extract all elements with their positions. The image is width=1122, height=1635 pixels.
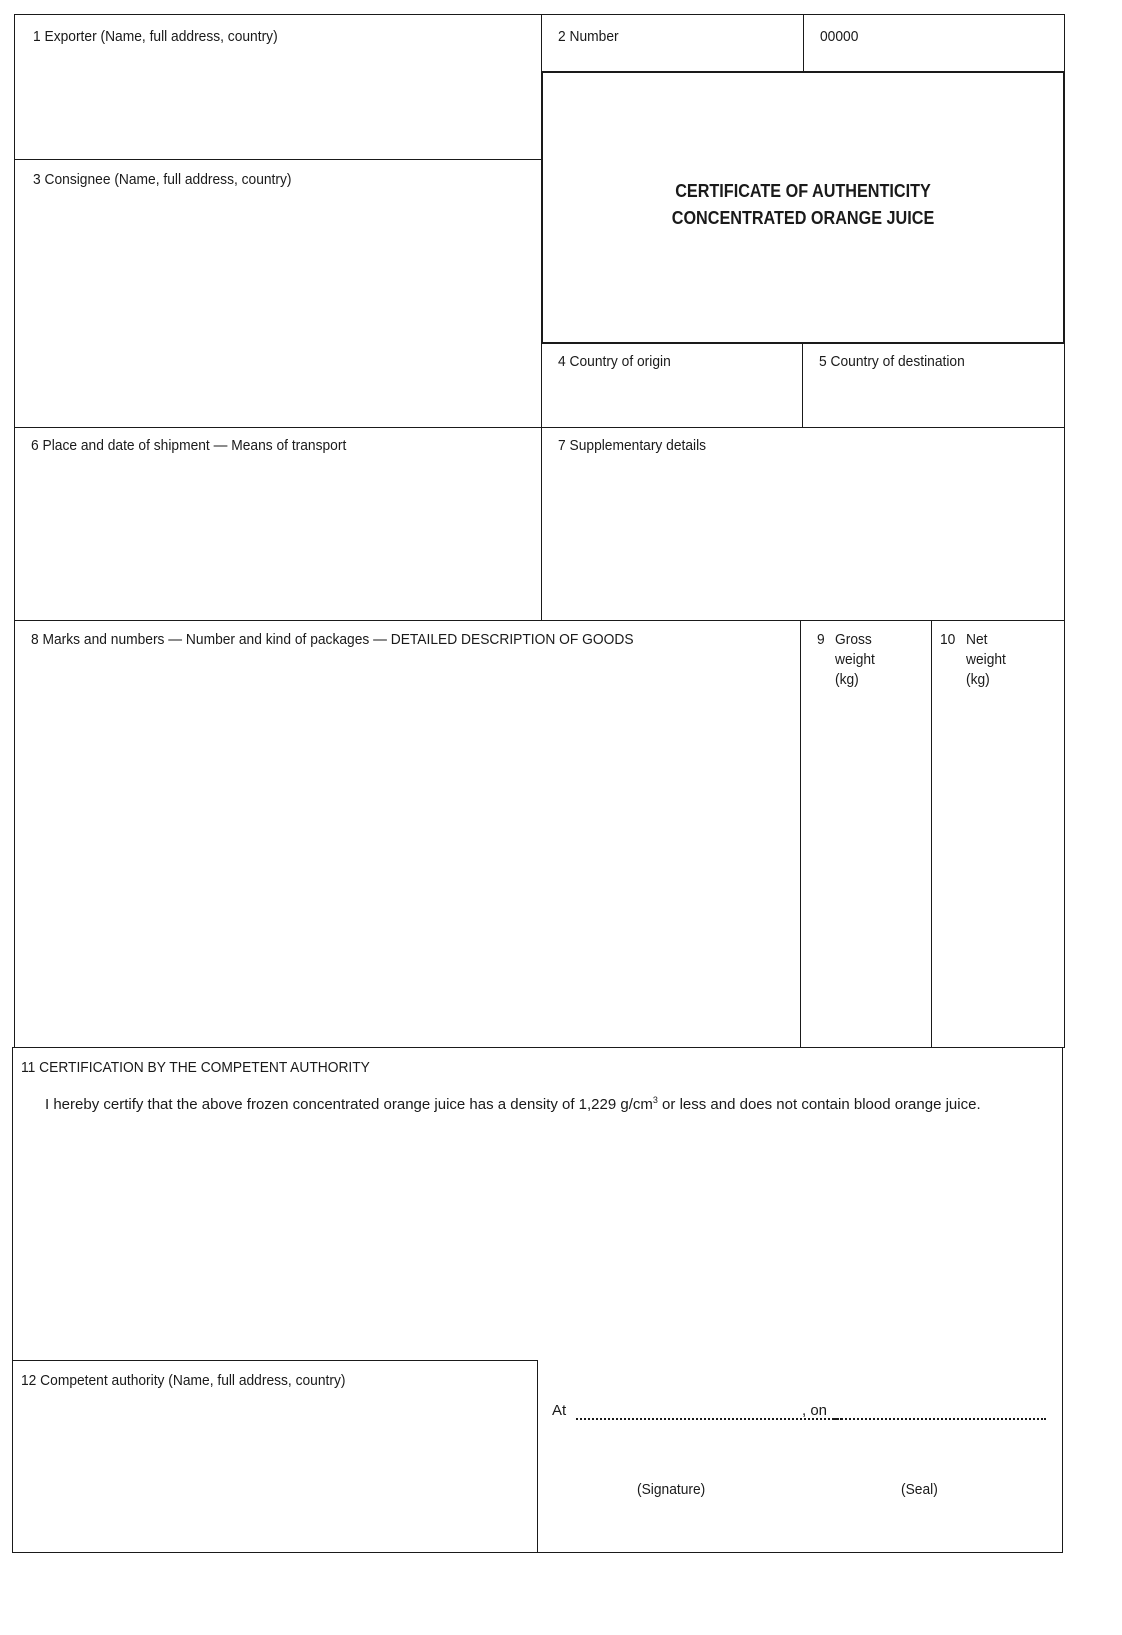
- box-competent-authority: [12, 1360, 538, 1553]
- box-consignee: [14, 159, 542, 428]
- box-shipment: [14, 427, 542, 621]
- certification-label: 11 CERTIFICATION BY THE COMPETENT AUTHORITY: [21, 1059, 370, 1076]
- box-goods-description: [14, 620, 801, 1048]
- box-country-origin: [541, 343, 803, 428]
- box-number-value: [803, 14, 1065, 72]
- exporter-label: 1 Exporter (Name, full address, country): [33, 28, 278, 45]
- consignee-label: 3 Consignee (Name, full address, country): [33, 171, 292, 188]
- certificate-title-line2: CONCENTRATED ORANGE JUICE: [671, 208, 935, 228]
- shipment-label: 6 Place and date of shipment — Means of transport: [31, 437, 347, 454]
- certificate-title-box: [541, 71, 1065, 344]
- certification-text-main: I hereby certify that the above frozen concentrated orange juice has a density of 1,229 g/cm: [45, 1096, 653, 1113]
- seal-label: (Seal): [901, 1481, 938, 1498]
- box-country-destination: [802, 343, 1065, 428]
- certification-superscript: 3: [652, 1095, 658, 1105]
- box-exporter: [14, 14, 542, 160]
- net-weight-line1: Net: [966, 631, 988, 648]
- gross-weight-line2: weight: [835, 651, 875, 668]
- country-origin-label: 4 Country of origin: [558, 353, 671, 370]
- net-weight-line2: weight: [966, 651, 1006, 668]
- number-label: 2 Number: [558, 28, 619, 45]
- date-dotted-line[interactable]: [834, 1406, 1046, 1420]
- certificate-title-line1: CERTIFICATE OF AUTHENTICITY: [675, 181, 931, 201]
- box-number: [541, 14, 804, 72]
- signature-area: [552, 1402, 1052, 1426]
- gross-weight-line3: (kg): [835, 671, 859, 688]
- certification-text-end: or less and does not contain blood orange juice.: [657, 1096, 981, 1113]
- gross-weight-line1: Gross: [835, 631, 872, 648]
- number-value: 00000: [820, 28, 859, 45]
- net-weight-line3: (kg): [966, 671, 990, 688]
- supplementary-label: 7 Supplementary details: [558, 437, 707, 454]
- certification-text: [45, 1090, 1048, 1115]
- net-weight-num: 10: [940, 631, 956, 648]
- gross-weight-num: 9: [817, 631, 825, 648]
- at-label: At: [552, 1402, 567, 1419]
- box-supplementary: [541, 427, 1065, 621]
- signature-label: (Signature): [637, 1481, 706, 1498]
- country-destination-label: 5 Country of destination: [819, 353, 965, 370]
- on-label: , on: [802, 1402, 828, 1419]
- box-gross-weight: [800, 620, 932, 1048]
- competent-authority-label: 12 Competent authority (Name, full address, country): [21, 1372, 346, 1389]
- goods-description-label: 8 Marks and numbers — Number and kind of packages — DETAILED DESCRIPTION OF GOODS: [31, 631, 634, 648]
- box-net-weight: [931, 620, 1065, 1048]
